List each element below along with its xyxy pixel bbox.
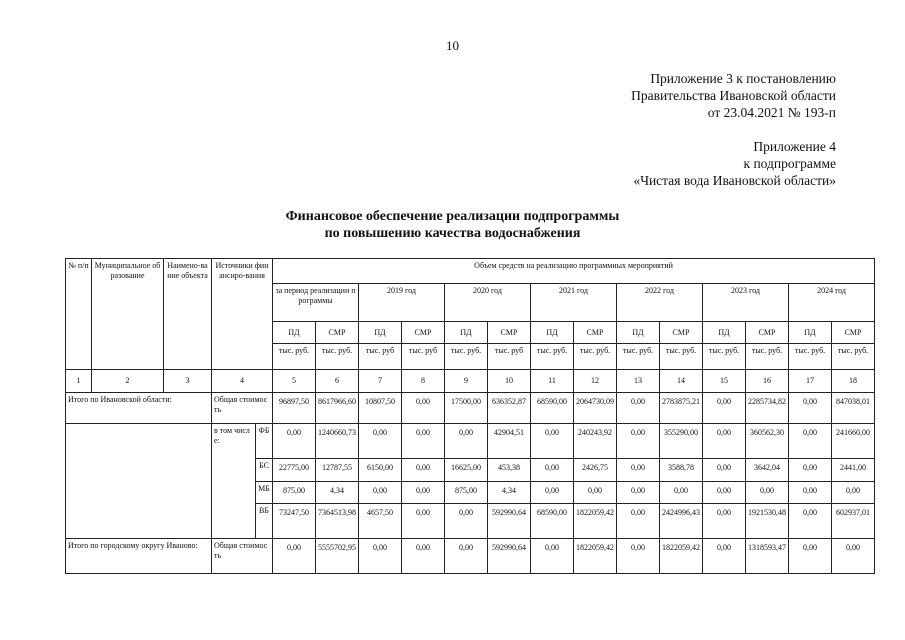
total-ivanovo-label: Итого по городскому округу Иваново:: [66, 539, 212, 574]
table-cell: 875,00: [273, 482, 316, 504]
column-number: 5: [273, 370, 316, 393]
table-cell: 0,00: [832, 482, 875, 504]
table-cell: 0,00: [574, 482, 617, 504]
table-cell: 1240660,73: [316, 424, 359, 459]
table-cell: 1318593,47: [746, 539, 789, 574]
table-cell: 2441,00: [832, 459, 875, 482]
table-cell: 5555702,95: [316, 539, 359, 574]
table-cell: 2426,75: [574, 459, 617, 482]
header-sources: Источники финансиро-вания: [212, 259, 273, 370]
table-cell: 0,00: [789, 539, 832, 574]
table-cell: 17500,00: [445, 393, 488, 424]
header-unit: тыс. руб.: [832, 344, 875, 370]
table-cell: 4657,50: [359, 504, 402, 539]
table-cell: 1822059,42: [574, 539, 617, 574]
table-cell: 22775,00: [273, 459, 316, 482]
table-cell: 847038,01: [832, 393, 875, 424]
header-sub: ПД: [789, 322, 832, 344]
table-cell: 360562,30: [746, 424, 789, 459]
table-cell: 0,00: [617, 482, 660, 504]
title-line-2: по повышению качества водоснабжения: [324, 226, 581, 241]
table-cell: 0,00: [617, 424, 660, 459]
appendix-2-line-3: «Чистая вода Ивановской области»: [633, 173, 836, 188]
total-region-label: Итого по Ивановской области:: [66, 393, 212, 424]
appendix-1-line-2: Правительства Ивановской области: [631, 88, 836, 103]
table-cell: 12787,55: [316, 459, 359, 482]
column-number: 13: [617, 370, 660, 393]
header-object: Наимено-вание объекта: [164, 259, 212, 370]
header-sub: СМР: [832, 322, 875, 344]
table-cell: 0,00: [789, 424, 832, 459]
title-line-1: Финансовое обеспечение реализации подпрограммы: [285, 209, 620, 224]
header-year: 2024 год: [789, 284, 875, 322]
table-cell: 42904,51: [488, 424, 531, 459]
table-cell: 2783875,21: [660, 393, 703, 424]
column-number: 7: [359, 370, 402, 393]
table-cell: 0,00: [273, 539, 316, 574]
table-cell: 0,00: [359, 482, 402, 504]
table-cell: 2424996,43: [660, 504, 703, 539]
table-cell: 636352,87: [488, 393, 531, 424]
appendix-2-line-1: Приложение 4: [753, 139, 836, 154]
table-cell: 0,00: [617, 504, 660, 539]
table-cell: 0,00: [703, 393, 746, 424]
table-cell: 96897,50: [273, 393, 316, 424]
header-unit: тыс. руб.: [574, 344, 617, 370]
table-cell: 7364513,98: [316, 504, 359, 539]
column-number: 15: [703, 370, 746, 393]
table-cell: 0,00: [402, 424, 445, 459]
table-cell: 0,00: [273, 424, 316, 459]
document-title: [0, 208, 905, 242]
column-number: 10: [488, 370, 531, 393]
table-cell: 0,00: [703, 482, 746, 504]
table-cell: 3642,04: [746, 459, 789, 482]
header-period: за период реализации программы: [273, 284, 359, 322]
table-cell: 0,00: [789, 482, 832, 504]
source-vb: ВБ: [256, 504, 273, 539]
column-number: 14: [660, 370, 703, 393]
column-numbers-row: [66, 370, 875, 393]
including-label: в том числе:: [212, 424, 256, 539]
table-cell: 0,00: [531, 482, 574, 504]
table-cell: 73247,50: [273, 504, 316, 539]
empty-merged-cell: [66, 424, 212, 539]
header-sub: ПД: [273, 322, 316, 344]
table-cell: 355290,00: [660, 424, 703, 459]
table-cell: 6150,00: [359, 459, 402, 482]
table-cell: 241660,00: [832, 424, 875, 459]
header-sub: ПД: [359, 322, 402, 344]
header-year: 2023 год: [703, 284, 789, 322]
table-cell: 0,00: [445, 504, 488, 539]
column-number: 16: [746, 370, 789, 393]
header-sub: СМР: [660, 322, 703, 344]
total-ivanovo-source: Общая стоимость: [212, 539, 273, 574]
table-cell: 1921530,48: [746, 504, 789, 539]
row-total-ivanovo: [66, 539, 875, 574]
table-cell: 3588,78: [660, 459, 703, 482]
column-number: 11: [531, 370, 574, 393]
header-year: 2022 год: [617, 284, 703, 322]
column-number: 9: [445, 370, 488, 393]
table-cell: 0,00: [789, 459, 832, 482]
header-unit: тыс. руб.: [789, 344, 832, 370]
table-cell: 602937,01: [832, 504, 875, 539]
table-cell: 8617966,60: [316, 393, 359, 424]
table-cell: 0,00: [617, 459, 660, 482]
header-municipality: Муниципальное образование: [92, 259, 164, 370]
table-cell: 68590,00: [531, 393, 574, 424]
source-mb: МБ: [256, 482, 273, 504]
header-number: № п/п: [66, 259, 92, 370]
table-cell: 10807,50: [359, 393, 402, 424]
table-cell: 0,00: [789, 504, 832, 539]
row-fb: [66, 424, 875, 459]
header-year: 2020 год: [445, 284, 531, 322]
table-cell: 875,00: [445, 482, 488, 504]
table-cell: 0,00: [402, 459, 445, 482]
table-cell: 453,38: [488, 459, 531, 482]
column-number: 1: [66, 370, 92, 393]
appendix-1-line-3: от 23.04.2021 № 193-п: [707, 105, 836, 120]
header-year: 2019 год: [359, 284, 445, 322]
table-cell: 592990,64: [488, 539, 531, 574]
appendix-2-line-2: к подпрограмме: [743, 156, 836, 171]
table-cell: 0,00: [531, 539, 574, 574]
appendix-note-2: [633, 138, 836, 189]
source-bs: БС: [256, 459, 273, 482]
table-cell: 0,00: [402, 539, 445, 574]
table-cell: 0,00: [402, 393, 445, 424]
table-cell: 240243,92: [574, 424, 617, 459]
table-cell: 0,00: [746, 482, 789, 504]
header-sub: СМР: [402, 322, 445, 344]
table-cell: 2064730,09: [574, 393, 617, 424]
appendix-1-line-1: Приложение 3 к постановлению: [650, 71, 836, 86]
header-sub: СМР: [746, 322, 789, 344]
header-sub: ПД: [703, 322, 746, 344]
header-unit: тыс. руб.: [660, 344, 703, 370]
header-unit: тыс. руб.: [617, 344, 660, 370]
total-region-source: Общая стоимость: [212, 393, 273, 424]
header-sub: СМР: [574, 322, 617, 344]
table-cell: 0,00: [359, 539, 402, 574]
header-sub: СМР: [488, 322, 531, 344]
header-year: 2021 год: [531, 284, 617, 322]
table-cell: 0,00: [445, 424, 488, 459]
table-cell: 68590,00: [531, 504, 574, 539]
table-cell: 4,34: [316, 482, 359, 504]
table-cell: 16625,00: [445, 459, 488, 482]
table-cell: 0,00: [703, 539, 746, 574]
column-number: 8: [402, 370, 445, 393]
table-cell: 0,00: [703, 459, 746, 482]
column-number: 4: [212, 370, 273, 393]
table-cell: 0,00: [703, 424, 746, 459]
table-cell: 0,00: [789, 393, 832, 424]
header-unit: тыс. руб.: [316, 344, 359, 370]
table-cell: 1822059,42: [660, 539, 703, 574]
table-cell: 0,00: [402, 504, 445, 539]
header-unit: тыс. руб: [488, 344, 531, 370]
header-unit: тыс. руб.: [273, 344, 316, 370]
row-total-region: [66, 393, 875, 424]
page-number: 10: [446, 38, 459, 53]
column-number: 17: [789, 370, 832, 393]
column-number: 12: [574, 370, 617, 393]
table-cell: 1822059,42: [574, 504, 617, 539]
column-number: 6: [316, 370, 359, 393]
column-number: 18: [832, 370, 875, 393]
table-cell: 592990,64: [488, 504, 531, 539]
header-sub: ПД: [445, 322, 488, 344]
header-unit: тыс. руб.: [703, 344, 746, 370]
column-number: 2: [92, 370, 164, 393]
header-unit: тыс. руб.: [445, 344, 488, 370]
header-unit: тыс. руб: [402, 344, 445, 370]
table-cell: 0,00: [832, 539, 875, 574]
header-sub: ПД: [617, 322, 660, 344]
table-cell: 0,00: [445, 539, 488, 574]
table-cell: 0,00: [402, 482, 445, 504]
appendix-note-1: [631, 70, 836, 121]
table-cell: 0,00: [359, 424, 402, 459]
header-sub: СМР: [316, 322, 359, 344]
table-cell: 0,00: [617, 393, 660, 424]
header-sub: ПД: [531, 322, 574, 344]
table-cell: 0,00: [531, 424, 574, 459]
header-unit: тыс. руб.: [531, 344, 574, 370]
table-cell: 0,00: [531, 459, 574, 482]
header-unit: тыс. руб: [359, 344, 402, 370]
financing-table: [65, 258, 875, 574]
table-cell: 2285734,82: [746, 393, 789, 424]
table-cell: 0,00: [703, 504, 746, 539]
source-fb: ФБ: [256, 424, 273, 459]
table-cell: 4,34: [488, 482, 531, 504]
column-number: 3: [164, 370, 212, 393]
header-unit: тыс. руб.: [746, 344, 789, 370]
table-cell: 0,00: [660, 482, 703, 504]
header-volume: Объем средств на реализацию программных мероприятий: [273, 259, 875, 284]
table-cell: 0,00: [617, 539, 660, 574]
